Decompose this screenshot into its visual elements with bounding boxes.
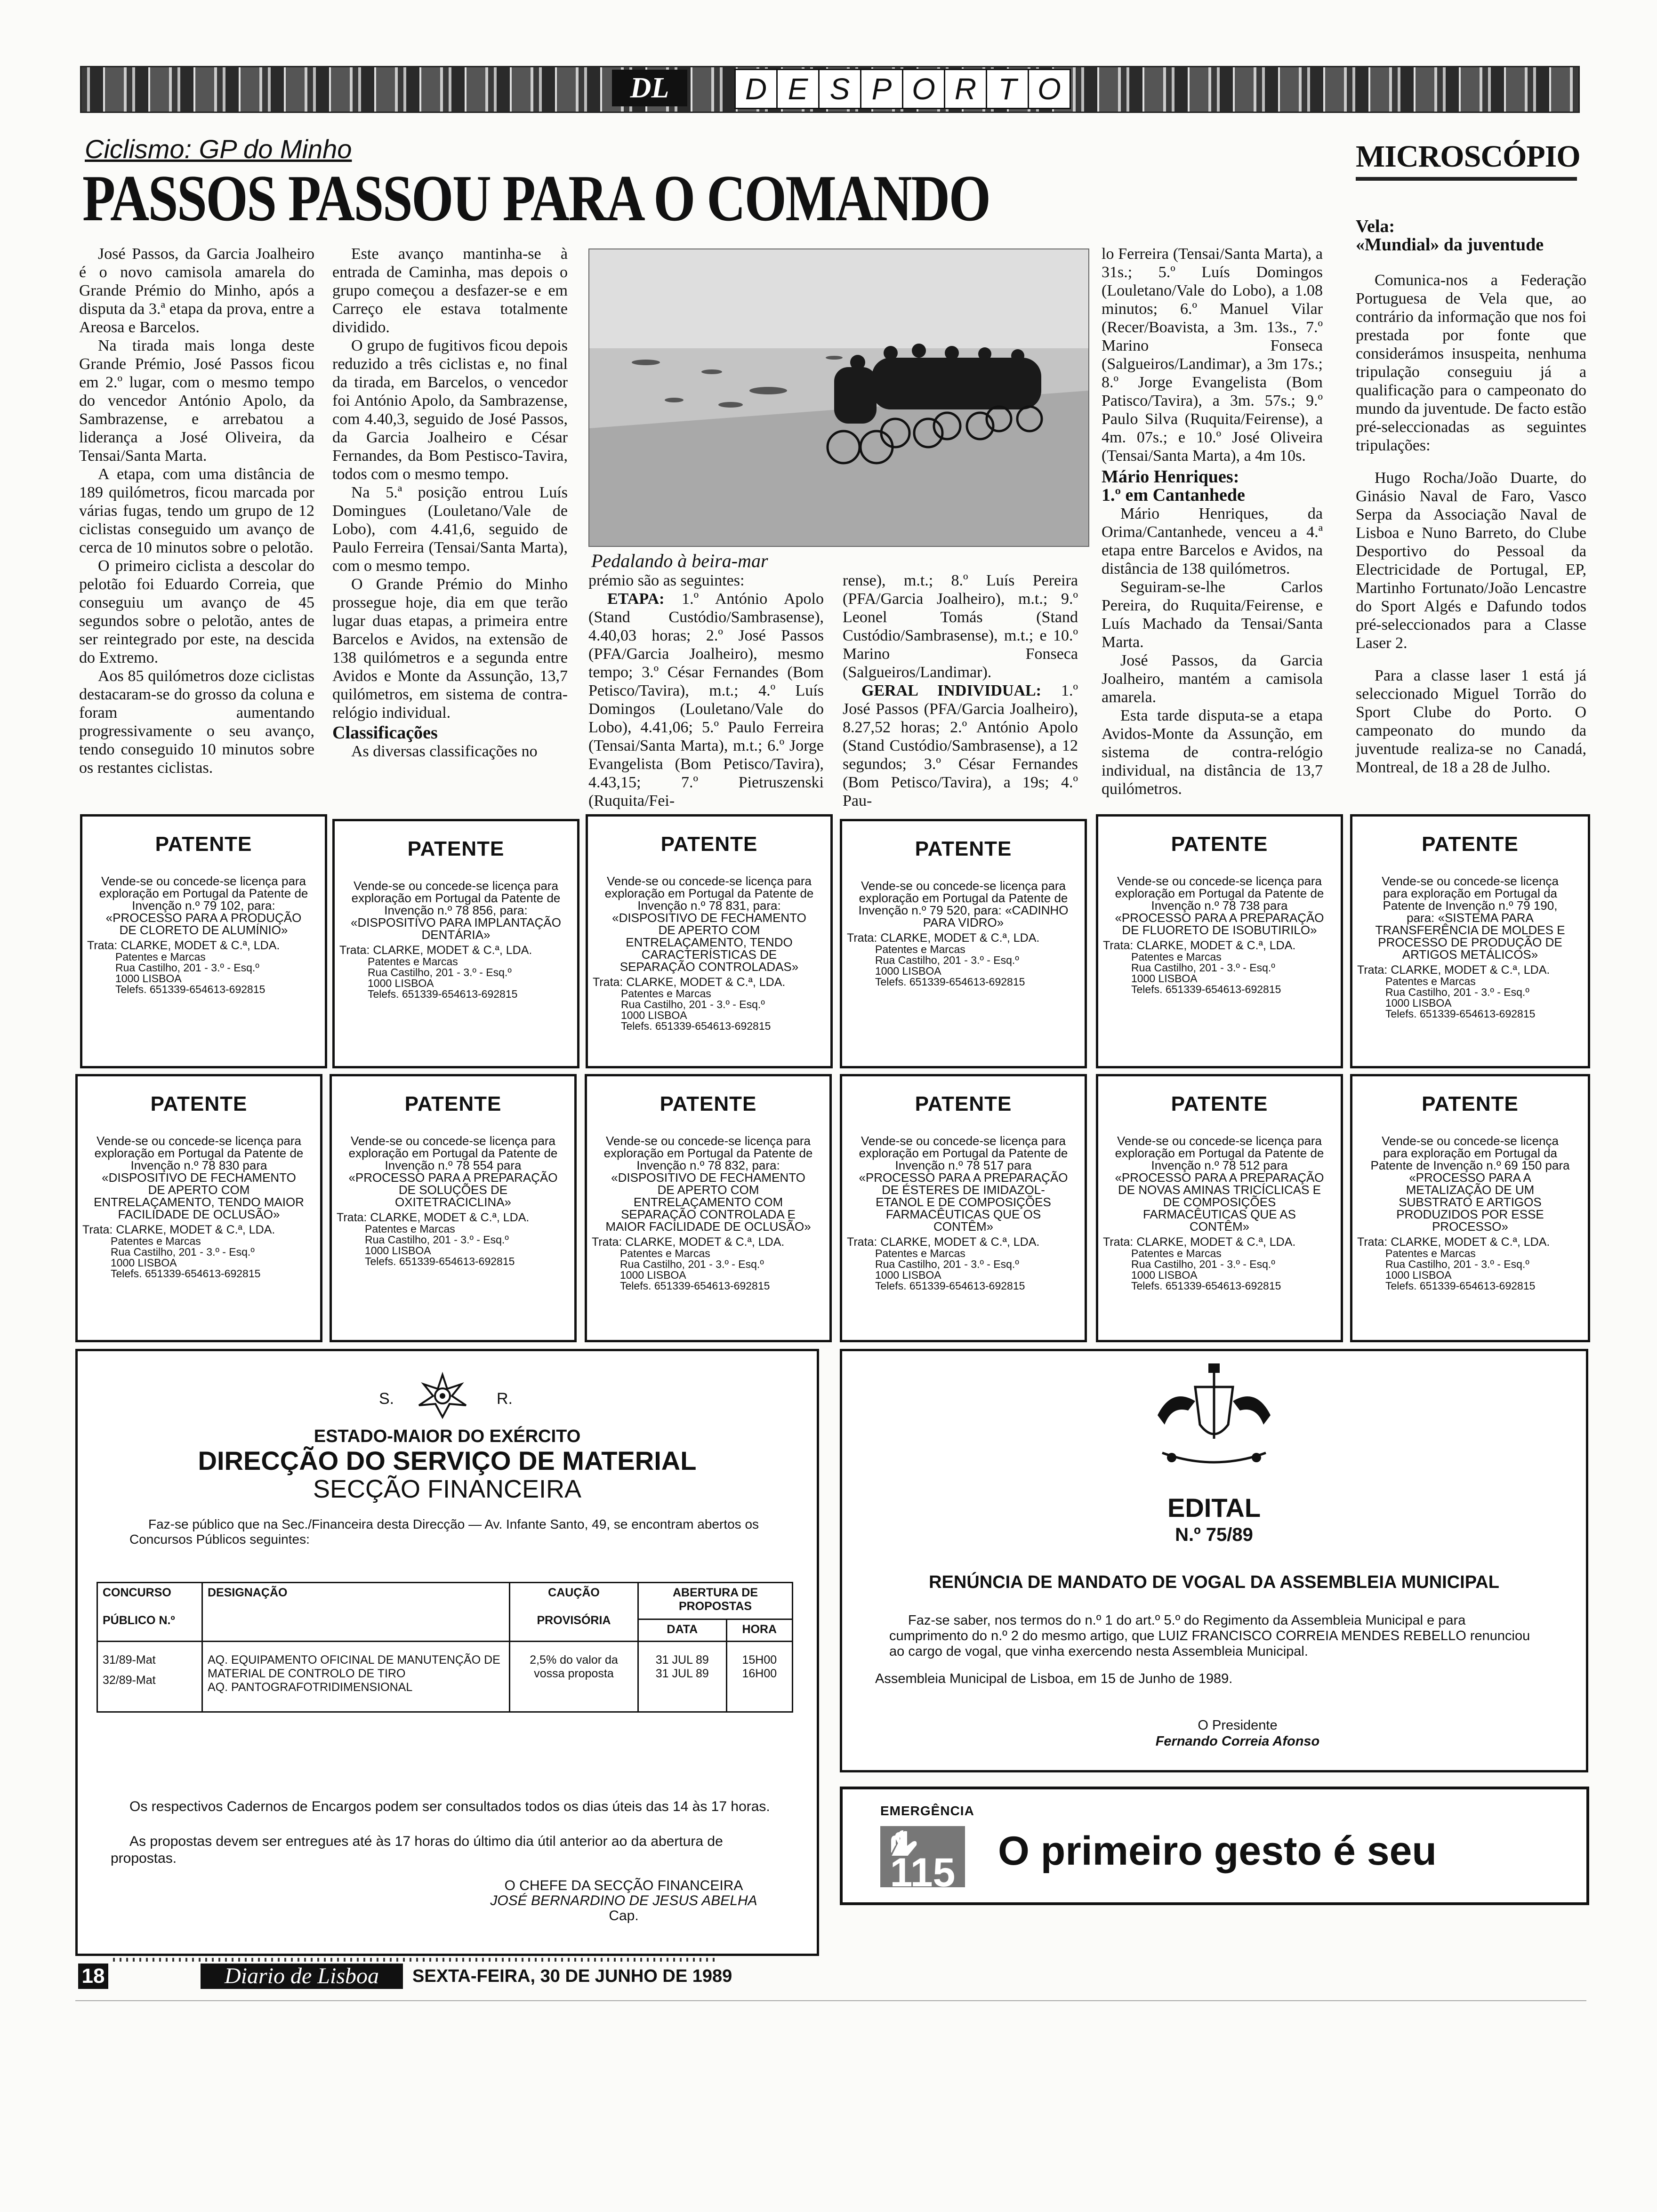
patent-title: PATENTE xyxy=(660,833,758,856)
patent-agent: Trata: CLARKE, MODET & C.ª, LDA. xyxy=(87,939,280,952)
patent-number: 78 738 para «PROCESSO PARA A PREPARAÇÃO DE FLUORETO DE ISOBUTIRILO» xyxy=(1115,898,1324,937)
patent-number: 78 517 para «PROCESSO PARA A PREPARAÇÃO DE ÉSTERES DE IMIDAZOL-ETANOL E DE COMPOSIÇÕES FARMACÊUTICAS QUE OS CONTÊM» xyxy=(859,1158,1068,1234)
patent-ad xyxy=(586,814,833,1068)
sign-rank: Cap. xyxy=(609,1908,639,1923)
edital-number: N.º 75/89 xyxy=(1175,1524,1253,1545)
patent-addr: 1000 LISBOA xyxy=(365,1244,431,1257)
photo-caption: Pedalando à beira-mar xyxy=(591,550,768,571)
edital-body: Faz-se saber, nos termos do n.º 1 do art.º 5.º do Regimento da Assembleia Municipal e para cumprimento do n.º 2 do mesmo artigo, que LUIZ FRANCISCO CORREIA MENDES REBELLO renunciou ao cargo de vogal, que vinha exercendo nesta Assembleia Municipal. xyxy=(889,1613,1530,1659)
page-number: 18 xyxy=(78,1964,108,1989)
th-data: DATA xyxy=(638,1619,727,1641)
patent-addr: Telefs. 651339-654613-692815 xyxy=(368,988,518,1000)
patent-number: 69 150 para «PROCESSO PARA A METALIZAÇÃO DE UM SUBSTRATO E ARTIGOS PRODUZIDOS POR ESSE PROCESSO» xyxy=(1396,1158,1570,1234)
paragraph: As diversas classificações no xyxy=(351,743,538,760)
row-hora: 15H00 xyxy=(742,1653,777,1667)
patent-title: PATENTE xyxy=(1171,1092,1268,1115)
patent-addr: Patentes e Marcas xyxy=(1131,951,1222,963)
paragraph: Aos 85 quilómetros doze ciclistas destacaram-se do grosso da coluna e foram aumentando progressivamente o seu avanço, tendo conseguido 10 minutos sobre os restantes ciclistas. xyxy=(79,667,314,777)
patent-number: 78 831, para: «DISPOSITIVO DE FECHAMENTO DE APERTO COM ENTRELAÇAMENTO, TENDO CARACTERÍSTICAS DE SEPARAÇÃO CONTROLADAS» xyxy=(612,898,806,974)
patent-addr: Telefs. 651339-654613-692815 xyxy=(1131,1280,1281,1292)
patent-agent: Trata: CLARKE, MODET & C.ª, LDA. xyxy=(1357,1235,1550,1249)
paragraph: A etapa, com uma distância de 189 quilómetros, ficou marcada por várias fugas, tendo um grupo de 12 ciclistas conseguido um avanço de cerca de 10 minutos sobre o pelotão. xyxy=(79,465,314,556)
patent-addr: 1000 LISBOA xyxy=(115,972,182,985)
patent-ad xyxy=(332,819,579,1068)
section-letter: O xyxy=(902,69,945,109)
patent-addr: 1000 LISBOA xyxy=(1131,1269,1198,1281)
patent-addr: Telefs. 651339-654613-692815 xyxy=(1385,1008,1536,1020)
patent-addr: Telefs. 651339-654613-692815 xyxy=(875,976,1025,988)
article-headline: PASSOS PASSOU PARA O COMANDO xyxy=(82,162,990,235)
paragraph: rense), m.t.; 8.º Luís Pereira (PFA/Garcia Joalheiro), m.t.; 9.º Leonel Tomás (Stand Custódio/Sambrasense), m.t.; e 10.º Marino Fonseca (Salgueiros/Landimar). xyxy=(843,572,1078,681)
patent-addr: Rua Castilho, 201 - 3.º - Esq.º xyxy=(365,1234,509,1246)
results-lead-etapa: ETAPA: xyxy=(607,590,665,608)
patent-addr: 1000 LISBOA xyxy=(875,1269,941,1281)
patent-title: PATENTE xyxy=(404,1092,502,1115)
cyclists-illustration xyxy=(589,249,1088,546)
patent-addr: 1000 LISBOA xyxy=(621,1009,687,1021)
paragraph: José Passos, da Garcia Joalheiro, mantém a camisola amarela. xyxy=(1102,652,1323,706)
subheading-classificacoes: Classificações xyxy=(332,723,438,743)
patent-title: PATENTE xyxy=(915,837,1012,860)
army-line2: DIRECÇÃO DO SERVIÇO DE MATERIAL xyxy=(198,1446,697,1475)
patent-lead: Vende-se ou concede-se licença para exploração em Portugal da Patente de Invenção n.º xyxy=(604,874,814,913)
patent-addr: Telefs. 651339-654613-692815 xyxy=(115,983,265,995)
paragraph: Seguiram-se-lhe Carlos Pereira, do Ruquita/Feirense, e Luís Machado da Tensai/Santa Marta. xyxy=(1102,578,1323,651)
results-lead-geral: GERAL INDIVIDUAL: xyxy=(861,682,1041,699)
patent-addr: Patentes e Marcas xyxy=(621,987,711,1000)
table-header xyxy=(510,1583,638,1642)
row-data: 31 JUL 89 xyxy=(655,1667,709,1680)
paragraph: O grupo de fugitivos ficou depois reduzido a três ciclistas e, no final da tirada, em Barcelos, o vencedor foi António Apolo, da Sambrazense, com 4.40,3, seguido de José Passos, da Garcia Joalheiro e César Fernandes, da Bom Pestisco-Tavira, todos com o mesmo tempo. xyxy=(332,337,568,483)
patent-addr: Patentes e Marcas xyxy=(365,1223,455,1235)
paragraph: lo Ferreira (Tensai/Santa Marta), a 31s.; 5.º Luís Domingos (Louletano/Vale do Lobo), a 1.08 minutos; 6.º Manuel Vilar (Recer/Boavista, a 3m. 13s., 7.º Marino Fonseca (Salgueiros/Landimar), a 3m 17s.; 8.º Jorge Evangelista (Bom Patisco/Tavira), a 3m. 57s.; 9.º Paulo Silva (Ruquita/Feirense), a 4m. 07s.; e 10.º José Oliveira (Tensai/Santa Marta), a 4m 10s. xyxy=(1102,245,1323,465)
edital-place: Assembleia Municipal de Lisboa, em 15 de Junho de 1989. xyxy=(875,1671,1233,1686)
patent-addr: Rua Castilho, 201 - 3.º - Esq.º xyxy=(875,954,1019,966)
emergency-label: EMERGÊNCIA xyxy=(880,1803,974,1818)
army-emblem-icon xyxy=(402,1370,483,1422)
patent-number: 79 190, para: «SISTEMA PARA TRANSFERÊNCIA DE MOLDES E PROCESSO DE PRODUÇÃO DE ARTIGOS METÁLICOS» xyxy=(1375,898,1565,962)
article-column-2 xyxy=(332,245,568,761)
th-caucao: CAUÇÃO xyxy=(548,1586,600,1599)
patent-addr: 1000 LISBOA xyxy=(1385,997,1452,1009)
patent-ad xyxy=(80,814,327,1068)
sign-title: O CHEFE DA SECÇÃO FINANCEIRA xyxy=(504,1878,743,1893)
sign-title: O Presidente xyxy=(1198,1718,1278,1733)
patent-addr: Patentes e Marcas xyxy=(111,1235,201,1247)
subheading: «Mundial» da juventude xyxy=(1356,235,1544,255)
patent-addr: 1000 LISBOA xyxy=(1385,1269,1452,1281)
page-bottom-rule xyxy=(75,2000,1586,2001)
emergency-number: 115 xyxy=(890,1850,956,1895)
patent-addr: Patentes e Marcas xyxy=(1131,1247,1222,1259)
patent-addr: Rua Castilho, 201 - 3.º - Esq.º xyxy=(111,1246,255,1258)
results-text: 1.º António Apolo (Stand Custódio/Sambrasense), 4.40,03 horas; 2.º José Passos (PFA/Garcia Joalheiro), mesmo tempo; 3.º César Fernandes (Bom Petisco/Tavira), m.t.; 4.º Luís Domingos (Louletano/Vale do Lobo), 4.41,06; 5.º Paulo Ferreira (Tensai/Santa Marta), m.t.; 6.º Jorge Evangelista (Bom Petisco/Tavira), 4.43,15; 7.º Pietruszenski (Ruquita/Fei- xyxy=(588,590,824,809)
subheading: Mário Henriques: xyxy=(1102,467,1239,487)
patent-lead: Vende-se ou concede-se licença para exploração em Portugal da Patente de Invenção n.º xyxy=(99,874,308,913)
paragraph: prémio são as seguintes: xyxy=(588,572,745,589)
paragraph: Esta tarde disputa-se a etapa Avidos-Monte da Assunção, em sistema de contra-relógio individual, na distância de 13,7 quilómetros. xyxy=(1102,707,1323,798)
patent-agent: Trata: CLARKE, MODET & C.ª, LDA. xyxy=(339,944,532,957)
patent-agent: Trata: CLARKE, MODET & C.ª, LDA. xyxy=(593,976,786,989)
patent-lead: Vende-se ou concede-se licença para exploração em Portugal da Patente de Invenção n.º xyxy=(1115,874,1324,913)
row-designacao: AQ. EQUIPAMENTO OFICINAL DE MANUTENÇÃO DE MATERIAL DE CONTROLO DE TIRO xyxy=(208,1653,500,1680)
article-kicker: Ciclismo: GP do Minho xyxy=(85,134,352,164)
patent-addr: Patentes e Marcas xyxy=(620,1247,710,1259)
army-signature xyxy=(483,1878,765,1923)
patent-addr: 1000 LISBOA xyxy=(368,977,434,989)
patent-addr: Patentes e Marcas xyxy=(115,951,206,963)
th-designacao: DESIGNAÇÃO xyxy=(202,1583,510,1642)
patent-addr: Rua Castilho, 201 - 3.º - Esq.º xyxy=(1131,1258,1275,1270)
patent-agent: Trata: CLARKE, MODET & C.ª, LDA. xyxy=(1357,963,1550,977)
section-letter: E xyxy=(776,69,820,109)
patent-addr: Rua Castilho, 201 - 3.º - Esq.º xyxy=(368,966,512,978)
patent-addr: Telefs. 651339-654613-692815 xyxy=(1385,1280,1536,1292)
patent-title: PATENTE xyxy=(915,1092,1012,1115)
paragraph: Para a classe laser 1 está já seleccionado Miguel Torrão do Sport Clube do Porto. O campeonato do mundo da juventude realiza-se no Canadá, Montreal, de 18 a 28 de Julho. xyxy=(1356,667,1586,776)
patent-ad xyxy=(1350,814,1590,1068)
sign-name: JOSÉ BERNARDINO DE JESUS ABELHA xyxy=(490,1893,757,1908)
army-notice xyxy=(75,1349,819,1956)
paragraph: Este avanço mantinha-se à entrada de Caminha, mas depois o grupo começou a desfazer-se e em Carreço ele estava totalmente dividido. xyxy=(332,245,568,336)
th-hora: HORA xyxy=(726,1619,792,1641)
patent-lead: Vende-se ou concede-se licença para exploração em Portugal da Patente de Invenção n.º xyxy=(351,879,561,917)
patent-addr: Patentes e Marcas xyxy=(875,1247,965,1259)
patent-lead: Vende-se ou concede-se licença para exploração em Portugal da Patente de Invenção n.º xyxy=(1115,1134,1324,1172)
edital-notice xyxy=(840,1349,1588,1772)
patent-title: PATENTE xyxy=(1171,833,1268,856)
paragraph: Na tirada mais longa deste Grande Prémio, José Passos ficou em 2.º lugar, com o mesmo tempo do vencedor António Apolo, da Sambrazense, e arrebatou a liderança a José Oliveira, da Tensai/Santa Marta. xyxy=(79,337,314,465)
article-column-1 xyxy=(79,245,314,777)
row-designacao: AQ. PANTOGRAFOTRIDIMENSIONAL xyxy=(208,1681,413,1694)
patent-agent: Trata: CLARKE, MODET & C.ª, LDA. xyxy=(1103,939,1296,952)
patent-agent: Trata: CLARKE, MODET & C.ª, LDA. xyxy=(337,1211,530,1224)
edital-title: EDITAL xyxy=(1167,1493,1261,1523)
patent-addr: Rua Castilho, 201 - 3.º - Esq.º xyxy=(1385,1258,1529,1270)
subheading: Vela: xyxy=(1356,216,1395,236)
table-cell xyxy=(97,1642,202,1712)
th-publico: PÚBLICO N.º xyxy=(103,1614,175,1627)
patent-addr: Rua Castilho, 201 - 3.º - Esq.º xyxy=(115,962,259,974)
patent-addr: Telefs. 651339-654613-692815 xyxy=(1131,983,1281,995)
patent-addr: Patentes e Marcas xyxy=(1385,975,1476,987)
patent-ad xyxy=(840,1074,1087,1342)
table-cell xyxy=(638,1642,727,1712)
patent-ad xyxy=(1096,814,1343,1068)
patent-addr: Telefs. 651339-654613-692815 xyxy=(111,1267,261,1280)
patent-agent: Trata: CLARKE, MODET & C.ª, LDA. xyxy=(1103,1235,1296,1249)
section-letter: R xyxy=(944,69,987,109)
patent-addr: Rua Castilho, 201 - 3.º - Esq.º xyxy=(621,998,765,1010)
paragraph: Mário Henriques, da Orima/Cantanhede, venceu a 4.ª etapa entre Barcelos e Avidos, na distância de 138 quilómetros. xyxy=(1102,505,1323,577)
th-provisoria: PROVISÓRIA xyxy=(537,1614,611,1627)
emergency-slogan: O primeiro gesto é seu xyxy=(998,1828,1437,1874)
article-column-4 xyxy=(843,571,1078,810)
patent-addr: 1000 LISBOA xyxy=(1131,972,1198,985)
patent-addr: Telefs. 651339-654613-692815 xyxy=(365,1255,515,1267)
cyclists-photo xyxy=(588,248,1089,547)
patent-ad xyxy=(840,819,1087,1068)
paragraph: Comunica-nos a Federação Portuguesa de Vela que, ao contrário da informação que nos foi prestada por fonte que considerámos insuspeita, nenhuma tripulação conseguiu já a qualificação para o campeonato do mundo da juventude. De facto estão pré-seleccionadas as seguintes tripulações: xyxy=(1356,272,1586,454)
issue-date: SEXTA-FEIRA, 30 DE JUNHO DE 1989 xyxy=(412,1966,732,1986)
patent-ad xyxy=(1350,1074,1590,1342)
lisbon-coat-of-arms-icon xyxy=(1143,1359,1285,1472)
patent-agent: Trata: CLARKE, MODET & C.ª, LDA. xyxy=(847,931,1040,945)
paper-name: Diario de Lisboa xyxy=(201,1964,403,1989)
army-intro: Faz-se público que na Sec./Financeira desta Direcção — Av. Infante Santo, 49, se encontram abertos os Concursos Públicos seguintes: xyxy=(129,1517,759,1547)
th-concurso: CONCURSO xyxy=(103,1586,171,1599)
patent-addr: Patentes e Marcas xyxy=(368,955,458,968)
footer-rule xyxy=(113,1958,716,1962)
patent-addr: Rua Castilho, 201 - 3.º - Esq.º xyxy=(1131,962,1275,974)
paragraph: Na 5.ª posição entrou Luís Domingues (Louletano/Vale de Lobo), com 4.41,6, seguido de Paulo Ferreira (Tensai/Santa Marta), com o mesmo tempo. xyxy=(332,484,568,575)
army-line3: SECÇÃO FINANCEIRA xyxy=(313,1475,582,1503)
patent-title: PATENTE xyxy=(1422,1092,1519,1115)
sign-name: Fernando Correia Afonso xyxy=(1155,1734,1320,1749)
concursos-table xyxy=(97,1582,793,1713)
emergency-ad xyxy=(840,1787,1589,1905)
section-letter: T xyxy=(986,69,1029,109)
edital-signature xyxy=(1096,1717,1379,1749)
edital-subject: RENÚNCIA DE MANDATO DE VOGAL DA ASSEMBLEIA MUNICIPAL xyxy=(929,1572,1499,1592)
row-num: 32/89-Mat xyxy=(103,1674,156,1687)
article-column-5 xyxy=(1102,245,1323,798)
section-letter: D xyxy=(734,69,778,109)
patent-number: 78 856, para: «DISPOSITIVO PARA IMPLANTAÇÃO DENTÁRIA» xyxy=(351,903,561,942)
row-num: 31/89-Mat xyxy=(103,1653,156,1667)
patent-title: PATENTE xyxy=(660,1092,757,1115)
section-title xyxy=(734,69,1070,107)
results-text: 1.º José Passos (PFA/Garcia Joalheiro), 8.27,52 horas; 2.º António Apolo (Stand Custódio/Sambrasense), a 12 segundos; 3.º César Fernandes (Bom Petisco/Tavira), a 19s; 4.º Pau- xyxy=(843,682,1078,809)
army-s: S. xyxy=(379,1390,394,1408)
patent-lead: Vende-se ou concede-se licença para exploração em Portugal da Patente de Invenção n.º xyxy=(603,1134,813,1172)
table-cell xyxy=(726,1642,792,1712)
section-letter: P xyxy=(860,69,903,109)
patent-title: PATENTE xyxy=(1422,833,1519,856)
patent-agent: Trata: CLARKE, MODET & C.ª, LDA. xyxy=(847,1235,1040,1249)
article-column-3 xyxy=(588,571,824,810)
patent-ad xyxy=(75,1074,322,1342)
table-header xyxy=(97,1583,202,1642)
row-hora: 16H00 xyxy=(742,1667,777,1680)
paper-logo: DL xyxy=(612,70,687,106)
patent-lead: Vende-se ou concede-se licença para exploração em Portugal da Patente de Invenção n.º xyxy=(1382,874,1559,913)
paragraph: Hugo Rocha/João Duarte, do Ginásio Naval de Faro, Vasco Serpa da Associação Naval de Lisboa e Nuno Barreto, do Clube Desportivo do Pessoal da Electricidade de Portugal, EP, Martinho Fortunato/João Lencastre do Sport Algés e Dafundo todos pré-seleccionados para a Classe Laser 2. xyxy=(1356,469,1586,652)
section-letter: O xyxy=(1028,69,1071,109)
caucao-cell: 2,5% do valor da vossa proposta xyxy=(510,1642,638,1712)
patent-ad xyxy=(330,1074,577,1342)
microscopio-column xyxy=(1356,217,1586,777)
army-r: R. xyxy=(497,1390,513,1408)
patent-agent: Trata: CLARKE, MODET & C.ª, LDA. xyxy=(82,1223,275,1236)
patent-title: PATENTE xyxy=(150,1092,248,1115)
patent-title: PATENTE xyxy=(155,833,252,856)
section-letter: S xyxy=(818,69,861,109)
patent-ad xyxy=(1096,1074,1343,1342)
emergency-badge xyxy=(880,1826,965,1895)
patent-addr: Patentes e Marcas xyxy=(875,943,965,955)
patent-number: 78 512 para «PROCESSO PARA A PREPARAÇÃO DE NOVAS AMINAS TRICÍCLICAS E DE COMPOSIÇÕES FARMACÊUTICAS QUE AS CONTÊM» xyxy=(1115,1158,1324,1234)
patent-agent: Trata: CLARKE, MODET & C.ª, LDA. xyxy=(592,1235,785,1249)
patent-addr: Telefs. 651339-654613-692815 xyxy=(620,1280,770,1292)
patent-lead: Vende-se ou concede-se licença para exploração em Portugal da Patente de Invenção n.º xyxy=(859,1134,1068,1172)
army-note2: As propostas devem ser entregues até às 17 horas do último dia útil anterior ao da abertura de propostas. xyxy=(111,1834,723,1866)
patent-addr: Patentes e Marcas xyxy=(1385,1247,1476,1259)
patent-number: 79 520, para: «CADINHO PARA VIDRO» xyxy=(923,903,1069,930)
patent-addr: Rua Castilho, 201 - 3.º - Esq.º xyxy=(1385,986,1529,998)
paragraph: José Passos, da Garcia Joalheiro é o novo camisola amarela do Grande Prémio do Minho, após a disputa da 3.ª etapa da prova, entre a Areosa e Barcelos. xyxy=(79,245,314,336)
table-cell xyxy=(202,1642,510,1712)
patent-addr: Rua Castilho, 201 - 3.º - Esq.º xyxy=(875,1258,1019,1270)
patent-number: 78 554 para «PROCESSO PARA A PREPARAÇÃO DE SOLUÇÕES DE OXITETRACICLINA» xyxy=(348,1158,558,1209)
microscopio-title: MICROSCÓPIO xyxy=(1356,136,1577,181)
patent-addr: 1000 LISBOA xyxy=(620,1269,686,1281)
paragraph: O Grande Prémio do Minho prossegue hoje, dia em que terão lugar duas etapas, a primeira entre Barcelos e Avidos, na extensão de 138 quilómetros e a segunda entre Avidos e Monte da Assunção, 13,7 quilómetros, em sistema de contra-relógio individual. xyxy=(332,576,568,721)
patent-addr: 1000 LISBOA xyxy=(875,965,941,977)
patent-lead: Vende-se ou concede-se licença para exploração em Portugal da Patente de Invenção n.º xyxy=(348,1134,558,1172)
patent-number: 78 832, para: «DISPOSITIVO DE FECHAMENTO DE APERTO COM ENTRELAÇAMENTO COM SEPARAÇÃO CONTROLADA E MAIOR FACILIDADE DE OCLUSÃO» xyxy=(605,1158,811,1234)
army-line1: ESTADO-MAIOR DO EXÉRCITO xyxy=(314,1427,581,1446)
army-note1: Os respectivos Cadernos de Encargos podem ser consultados todos os dias úteis das 14 às 17 horas. xyxy=(129,1799,770,1814)
paragraph: O primeiro ciclista a descolar do pelotão foi Eduardo Correia, que conseguiu um avanço de 45 segundos sobre o pelotão, antes de ser reintegrado por este, na descida do Extremo. xyxy=(79,557,314,666)
patent-addr: Rua Castilho, 201 - 3.º - Esq.º xyxy=(620,1258,764,1270)
patent-addr: 1000 LISBOA xyxy=(111,1257,177,1269)
patent-lead: Vende-se ou concede-se licença para exploração em Portugal da Patente de Invenção n.º xyxy=(94,1134,304,1172)
patent-ad xyxy=(585,1074,832,1342)
patent-addr: Telefs. 651339-654613-692815 xyxy=(621,1020,771,1032)
patent-addr: Telefs. 651339-654613-692815 xyxy=(875,1280,1025,1292)
subheading: 1.º em Cantanhede xyxy=(1102,485,1245,505)
patent-lead: Vende-se ou concede-se licença para exploração em Portugal da Patente de Invenção n.º xyxy=(1370,1134,1559,1172)
patent-number: 78 830 para «DISPOSITIVO DE FECHAMENTO DE APERTO COM ENTRELAÇAMENTO, TENDO MAIOR FACILIDADE DE OCLUSÃO» xyxy=(94,1158,304,1221)
patent-title: PATENTE xyxy=(407,837,505,860)
th-abertura: ABERTURA DE PROPOSTAS xyxy=(638,1583,793,1619)
row-data: 31 JUL 89 xyxy=(655,1653,709,1667)
patent-number: 79 102, para: «PROCESSO PARA A PRODUÇÃO DE CLORETO DE ALUMÍNIO» xyxy=(105,898,302,937)
patent-lead: Vende-se ou concede-se licença para exploração em Portugal da Patente de Invenção n.º xyxy=(858,879,1068,917)
